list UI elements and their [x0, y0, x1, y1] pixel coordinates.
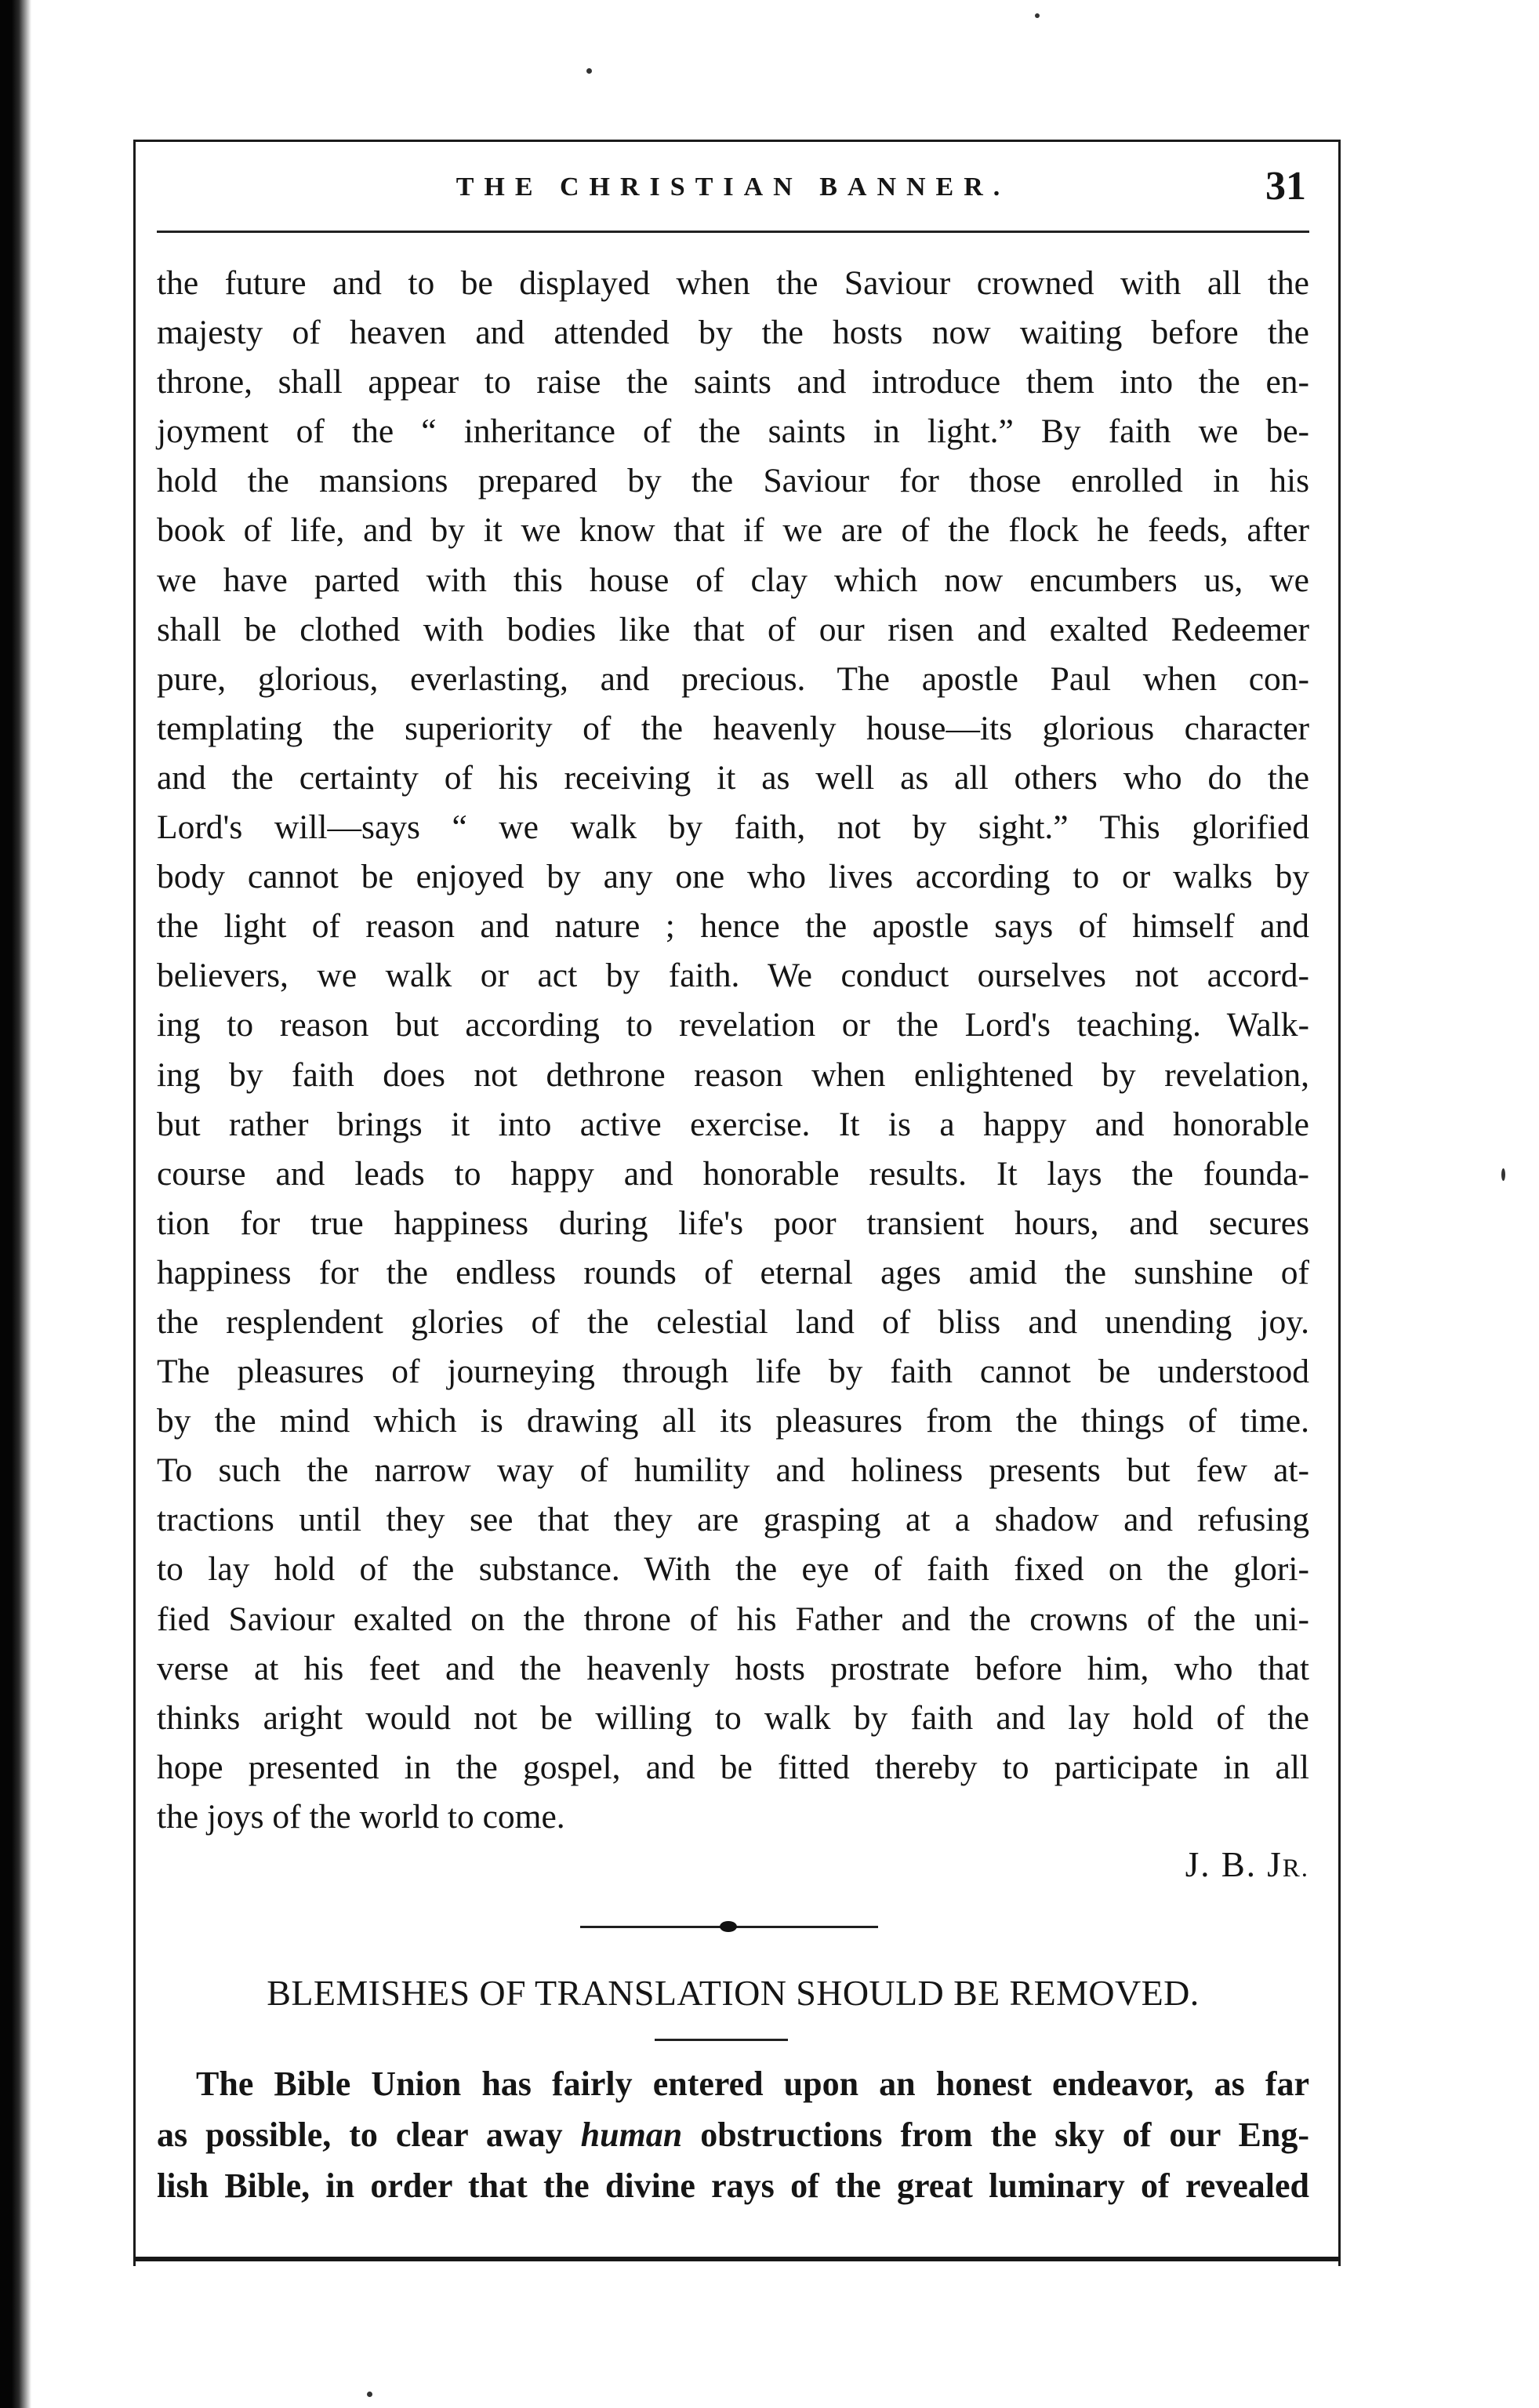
- article-line: tion for true happiness during life's poor transient hours, and secures: [157, 1204, 1309, 1242]
- scan-speck: [1035, 13, 1040, 18]
- author-signature: [1066, 1841, 1309, 1892]
- article-line: the resplendent glories of the celestial land of bliss and unending joy.: [157, 1302, 1309, 1341]
- article-line: fied Saviour exalted on the throne of his Father and the crowns of the uni-: [157, 1600, 1309, 1638]
- article-line: The pleasures of journeying through life by faith cannot be understood: [157, 1353, 1309, 1391]
- article-line: body cannot be enjoyed by any one who lives according to or walks by: [157, 858, 1309, 896]
- article-line: pure, glorious, everlasting, and precious. The apostle Paul when con-: [157, 659, 1309, 698]
- article-line: lish Bible, in order that the divine rays of the great luminary of revealed: [157, 2166, 1309, 2205]
- article-line: thinks aright would not be willing to walk by faith and lay hold of the: [157, 1698, 1309, 1737]
- article-line: ing by faith does not dethrone reason when enlightened by revelation,: [157, 1055, 1309, 1094]
- article-line: the joys of the world to come.: [157, 1797, 565, 1836]
- ornament-dot-icon: [720, 1921, 737, 1932]
- scan-binding-edge: [0, 0, 41, 2408]
- article-line: shall be clothed with bodies like that of our risen and exalted Redeemer: [157, 610, 1309, 648]
- article-line: happiness for the endless rounds of eternal ages amid the sunshine of: [157, 1253, 1309, 1291]
- article-line: templating the superiority of the heavenly house—its glorious character: [157, 709, 1309, 747]
- article-line: book of life, and by it we know that if we are of the flock he feeds, after: [157, 511, 1309, 550]
- article-line: hold the mansions prepared by the Saviour for those enrolled in his: [157, 462, 1309, 500]
- article-line: the future and to be displayed when the Saviour crowned with all the: [157, 264, 1309, 302]
- running-head: [157, 166, 1309, 213]
- article-line: we have parted with this house of clay which now encumbers us, we: [157, 561, 1309, 599]
- scan-speck: [586, 68, 592, 74]
- article-line: To such the narrow way of humility and holiness presents but few at-: [157, 1451, 1309, 1490]
- signature-main: J. B. J: [1185, 1845, 1283, 1884]
- section-heading: BLEMISHES OF TRANSLATION SHOULD BE REMOVED.: [267, 1973, 1200, 2013]
- article-line: joyment of the “ inheritance of the saints in light.” By faith we be-: [157, 412, 1309, 451]
- article-line: hope presented in the gospel, and be fitted thereby to participate in all: [157, 1748, 1309, 1786]
- article-line: verse at his feet and the heavenly hosts prostrate before him, who that: [157, 1649, 1309, 1687]
- running-title: THE CHRISTIAN BANNER.: [456, 173, 1011, 202]
- page-number: 31: [1265, 164, 1306, 209]
- page-bottom-rule: [133, 2257, 1341, 2261]
- article-body: [157, 259, 1309, 1842]
- article-line: majesty of heaven and attended by the hosts now waiting before the: [157, 314, 1309, 352]
- section-ornament-rule: [580, 1919, 878, 1934]
- article-line: ing to reason but according to revelation or the Lord's teaching. Walk-: [157, 1006, 1309, 1044]
- line-segment: as possible, to clear away: [157, 2116, 563, 2154]
- scan-speck: [1501, 1168, 1505, 1181]
- article-line: course and leads to happy and honorable results. It lays the founda-: [157, 1154, 1309, 1193]
- article-line: and the certainty of his receiving it as well as all others who do the: [157, 758, 1309, 797]
- article-line: Lord's will—says “ we walk by faith, not by sight.” This glorified: [157, 808, 1309, 847]
- article-line: The Bible Union has fairly entered upon an honest endeavor, as far: [196, 2065, 1309, 2103]
- line-segment: obstructions from the sky of our Eng-: [700, 2116, 1310, 2154]
- article-line: throne, shall appear to raise the saints and introduce them into the en-: [157, 363, 1309, 401]
- article-line: to lay hold of the substance. With the eye of faith fixed on the glori-: [157, 1550, 1309, 1589]
- article-line: by the mind which is drawing all its pleasures from the things of time.: [157, 1402, 1309, 1440]
- signature-small-caps: R.: [1282, 1854, 1309, 1883]
- heading-rule: [655, 2039, 788, 2041]
- article-line: the light of reason and nature ; hence the apostle says of himself and: [157, 907, 1309, 946]
- emphasized-word: human: [580, 2116, 683, 2154]
- article-line: believers, we walk or act by faith. We conduct ourselves not accord-: [157, 957, 1309, 995]
- scan-speck: [367, 2392, 372, 2397]
- next-article-body: [157, 2058, 1309, 2211]
- header-rule: [157, 231, 1309, 233]
- article-line: [157, 2109, 1309, 2160]
- article-line: but rather brings it into active exercise. It is a happy and honorable: [157, 1105, 1309, 1143]
- article-line: tractions until they see that they are grasping at a shadow and refusing: [157, 1501, 1309, 1539]
